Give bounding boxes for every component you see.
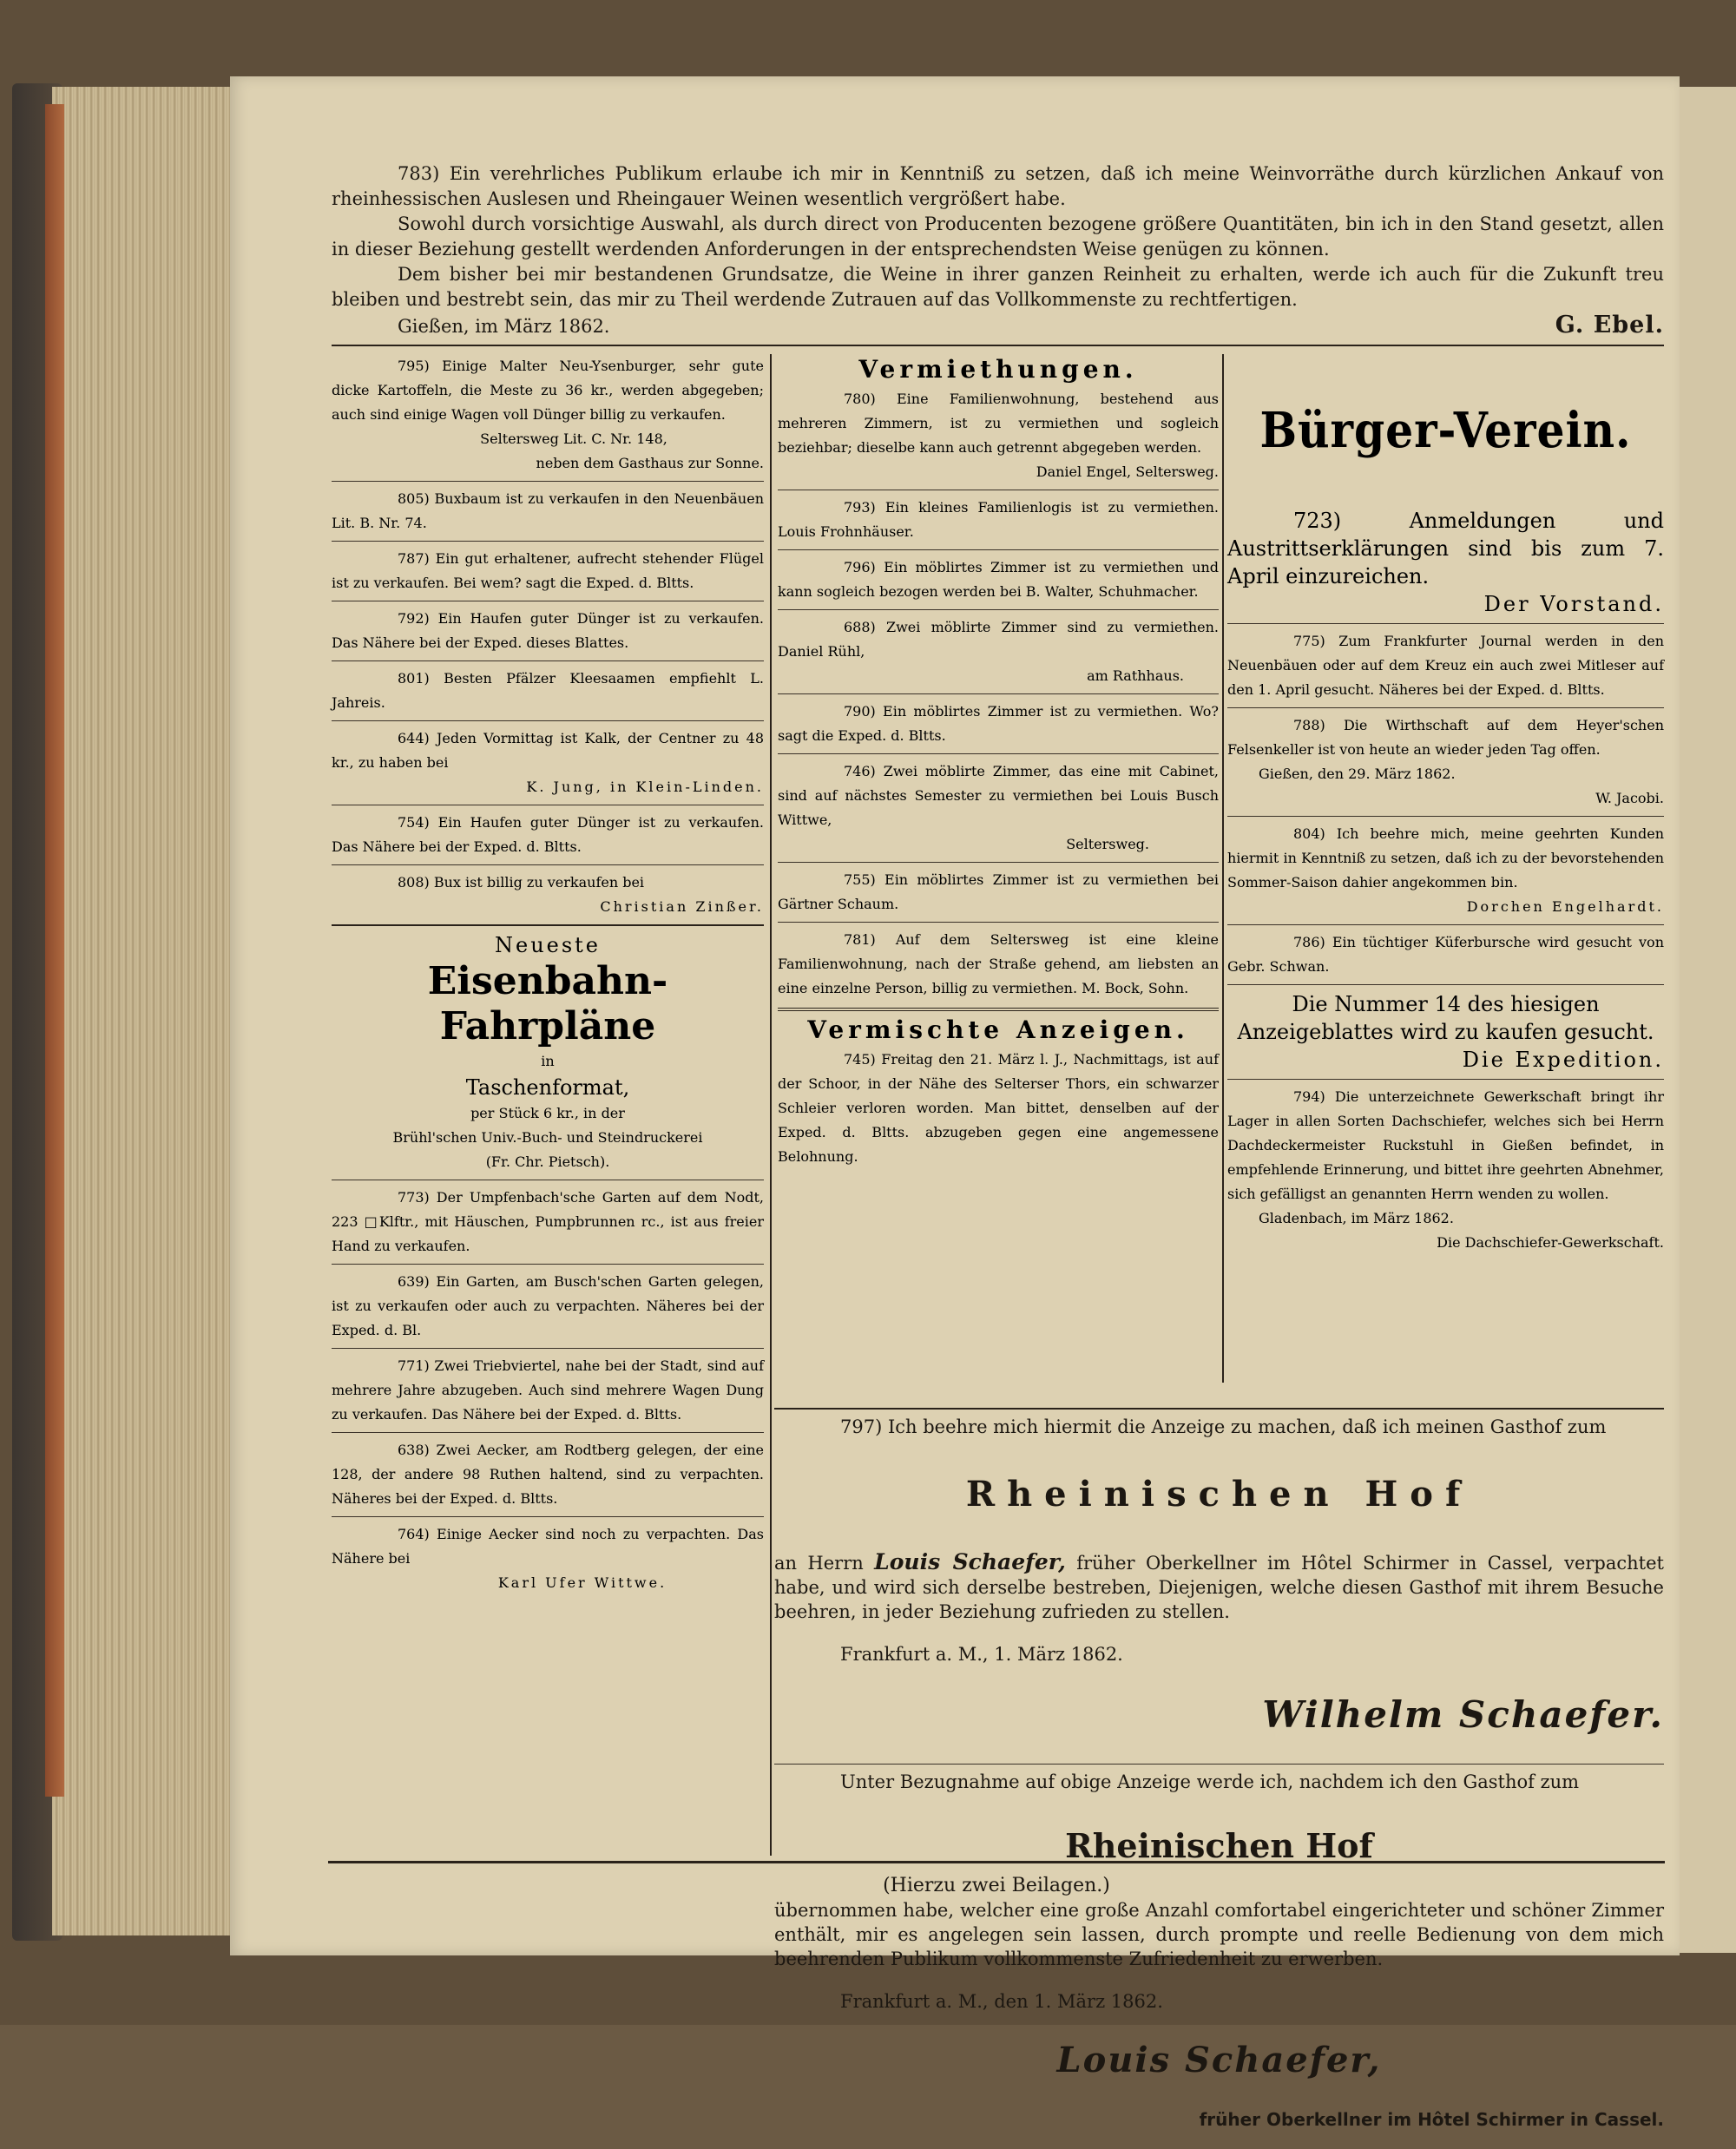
ad-797-rheinischer-hof: [774, 1408, 1664, 2149]
ad-746-text: 746) Zwei möblirte Zimmer, das eine mit Cabinet, sind auf nächstes Semester zu vermiethen bei Louis Busch Wittwe,: [778, 763, 1219, 828]
notice-783-p1: 783) Ein verehrliches Publikum erlaube ich mir in Kenntniß zu setzen, daß ich meine Weinvorräthe durch kürzlichen Ankauf von rheinhessischen Auslesen und Rheingauer Weinen wesentlich vergrößert habe.: [332, 163, 1664, 209]
rail-line-4: Taschenformat,: [465, 1075, 630, 1100]
ad-764-signature: Karl Ufer Wittwe.: [497, 1574, 667, 1591]
ad-797b-signature-sub: früher Oberkellner im Hôtel Schirmer in Cassel.: [1199, 2109, 1664, 2130]
ad-805: [332, 487, 764, 536]
notice-783-p2: Sowohl durch vorsichtige Auswahl, als durch direct von Producenten bezogene größere Quantitäten, bin ich in den Stand gesetzt, allen in dieser Beziehung gestellt werdenden Anforderungen in der entsprechendsten Weise genügen zu können.: [332, 214, 1664, 260]
ad-723: [1227, 507, 1664, 618]
ad-688-signature: am Rathhaus.: [1087, 667, 1184, 684]
ad-794-signature: Die Dachschiefer-Gewerkschaft.: [1437, 1234, 1664, 1251]
ad-754: [332, 811, 764, 859]
column-rule-2: [1222, 354, 1224, 1383]
rail-line-6: Brühl'schen Univ.-Buch- und Steindruckerei: [392, 1129, 703, 1146]
ad-788-signature: W. Jacobi.: [1595, 790, 1664, 806]
ad-801: [332, 667, 764, 715]
ad-781: [778, 928, 1219, 1001]
notice-783-date: Gießen, im März 1862.: [398, 316, 610, 337]
ad-644-signature: K. Jung, in Klein-Linden.: [526, 779, 764, 795]
rail-line-3: in: [541, 1053, 555, 1069]
ad-804-signature: Dorchen Engelhardt.: [1466, 898, 1664, 915]
heading-vermiethungen: Vermiethungen.: [858, 355, 1138, 384]
ad-797b-date: Frankfurt a. M., den 1. März 1862.: [840, 1991, 1163, 2012]
column-3: [1227, 354, 1664, 1259]
ad-638: [332, 1438, 764, 1511]
ad-792: [332, 607, 764, 655]
ad-786: [1227, 930, 1664, 979]
ad-787-text: 787) Ein gut erhaltener, aufrecht stehender Flügel ist zu verkaufen. Bei wem? sagt die Exped. d. Bltts.: [332, 550, 764, 591]
ad-795: [332, 354, 764, 476]
ad-775: [1227, 629, 1664, 702]
ad-793-text: 793) Ein kleines Familienlogis ist zu vermiethen. Louis Frohnhäuser.: [778, 499, 1219, 540]
ad-638-text: 638) Zwei Aecker, am Rodtberg gelegen, der eine 128, der andere 98 Ruthen haltend, sind zu verpachten. Näheres bei der Exped. d. Bltts.: [332, 1442, 764, 1507]
ad-746-signature: Seltersweg.: [1066, 836, 1149, 852]
buerger-verein-title: Bürger-Verein.: [1259, 402, 1632, 459]
ad-797-date: Frankfurt a. M., 1. März 1862.: [840, 1644, 1123, 1665]
ad-723-signature: Der Vorstand.: [1483, 592, 1664, 616]
ad-797-to: an Herrn: [774, 1553, 864, 1574]
ad-801-text: 801) Besten Pfälzer Kleesaamen empfiehlt L. Jahreis.: [332, 670, 764, 711]
ad-755: [778, 868, 1219, 917]
ad-797-intro: 797) Ich beehre mich hiermit die Anzeige zu machen, daß ich meinen Gasthof zum: [840, 1416, 1607, 1437]
ad-764: [332, 1522, 764, 1595]
ad-639: [332, 1270, 764, 1343]
ad-771: [332, 1354, 764, 1427]
ad-808-signature: Christian Zinßer.: [600, 898, 764, 915]
ad-723-text: 723) Anmeldungen und Austrittserklärungen sind bis zum 7. April einzureichen.: [1227, 509, 1664, 588]
ad-795-address2: neben dem Gasthaus zur Sonne.: [536, 455, 764, 471]
ad-797b-intro: Unter Bezugnahme auf obige Anzeige werde ich, nachdem ich den Gasthof zum: [840, 1771, 1580, 1792]
ad-804-text: 804) Ich beehre mich, meine geehrten Kunden hiermit in Kenntniß zu setzen, daß ich zu der bevorstehenden Sommer-Saison dahier angekommen bin.: [1227, 825, 1664, 890]
ad-786-text: 786) Ein tüchtiger Küferbursche wird gesucht von Gebr. Schwan.: [1227, 934, 1664, 975]
ad-795-text: 795) Einige Malter Neu-Ysenburger, sehr gute dicke Kartoffeln, die Meste zu 36 kr., werden abgegeben; auch sind einige Wagen voll Dünger billig zu verkaufen.: [332, 358, 764, 423]
top-notice: [332, 161, 1664, 352]
ad-787: [332, 547, 764, 595]
ad-771-text: 771) Zwei Triebviertel, nahe bei der Stadt, sind auf mehrere Jahre abzugeben. Auch sind mehrere Wagen Dung zu verkaufen. Das Nähere bei der Exped. d. Bltts.: [332, 1357, 764, 1423]
rail-line-7: (Fr. Chr. Pietsch).: [485, 1153, 610, 1170]
notice-783-p3: Dem bisher bei mir bestandenen Grundsatze, die Weine in ihrer ganzen Reinheit zu erhalten, werde ich auch für die Zukunft treu bleiben und bestrebt sein, das mir zu Theil werdende Zutrauen auf das Vollkommenste zu rechtfertigen.: [332, 264, 1664, 310]
ad-793: [778, 496, 1219, 544]
ad-775-text: 775) Zum Frankfurter Journal werden in den Neuenbäuen oder auf dem Kreuz ein auch zwei Mitleser auf den 1. April gesucht. Näheres bei der Exped. d. Bltts.: [1227, 633, 1664, 698]
heading-vermischte-anzeigen: Vermischte Anzeigen.: [807, 1015, 1189, 1044]
ad-688: [778, 615, 1219, 688]
ad-nummer-14-signature: Die Expedition.: [1462, 1048, 1664, 1072]
column-rule-1: [770, 354, 772, 1856]
ad-794-text: 794) Die unterzeichnete Gewerkschaft bringt ihr Lager in allen Sorten Dachschiefer, welches sich bei Herrn Dachdeckermeister Ruckstuhl in Gießen befindet, in empfehlende Erinnerung, und bittet ihre geehrten Abnehmer, sich gefälligst an genannten Herrn wenden zu wollen.: [1227, 1088, 1664, 1202]
ad-797b-signature: Louis Schaefer,: [1056, 2040, 1382, 2080]
rail-line-1: Neueste: [494, 933, 602, 957]
ad-764-text: 764) Einige Aecker sind noch zu verpachten. Das Nähere bei: [332, 1526, 764, 1567]
ad-808-text: 808) Bux ist billig zu verkaufen bei: [398, 874, 645, 890]
rail-title: Eisenbahn-Fahrpläne: [427, 959, 668, 1048]
ad-railway-timetables: [332, 931, 764, 1174]
ad-773-text: 773) Der Umpfenbach'sche Garten auf dem Nodt, 223 □Klftr., mit Häuschen, Pumpbrunnen rc., ist aus freier Hand zu verkaufen.: [332, 1189, 764, 1254]
ad-nummer-14: [1227, 990, 1664, 1074]
ad-nummer-14-text: Die Nummer 14 des hiesigen Anzeigeblattes wird zu kaufen gesucht.: [1237, 992, 1654, 1044]
ad-780-text: 780) Eine Familienwohnung, bestehend aus mehreren Zimmern, ist zu vermiethen und sogleich beziehbar; dieselbe kann auch getrennt abgegeben werden.: [778, 391, 1219, 456]
ad-790: [778, 700, 1219, 748]
ad-745: [778, 1048, 1219, 1169]
ad-746: [778, 759, 1219, 857]
ad-797-rest: früher Oberkellner im Hôtel Schirmer in Cassel, verpachtet habe, und wird sich derselbe bestreben, Diejenigen, welche diesen Gasthof mit ihrem Besuche beehren, in jeder Beziehung zufrieden zu stellen.: [774, 1553, 1664, 1622]
ad-754-text: 754) Ein Haufen guter Dünger ist zu verkaufen. Das Nähere bei der Exped. d. Bltts.: [332, 814, 764, 855]
ad-780: [778, 387, 1219, 484]
page-edges-marbled: [45, 104, 64, 1797]
ad-794-date: Gladenbach, im März 1862.: [1259, 1210, 1454, 1226]
ad-780-signature: Daniel Engel, Seltersweg.: [1036, 463, 1219, 480]
ad-805-text: 805) Buxbaum ist zu verkaufen in den Neuenbäuen Lit. B. Nr. 74.: [332, 490, 764, 531]
footer-rule: [328, 1861, 1665, 1863]
column-2: [778, 354, 1219, 1173]
ad-688-text: 688) Zwei möblirte Zimmer sind zu vermiethen. Daniel Rühl,: [778, 619, 1219, 660]
ad-797b-gasthof-name: Rheinischen Hof: [1065, 1826, 1373, 1865]
ad-794: [1227, 1085, 1664, 1255]
ad-790-text: 790) Ein möblirtes Zimmer ist zu vermiethen. Wo? sagt die Exped. d. Bltts.: [778, 703, 1219, 744]
adjacent-page-fragment: [1680, 87, 1736, 1953]
ad-644: [332, 726, 764, 799]
ad-788: [1227, 713, 1664, 811]
ad-755-text: 755) Ein möblirtes Zimmer ist zu vermiethen bei Gärtner Schaum.: [778, 871, 1219, 912]
ad-644-text: 644) Jeden Vormittag ist Kalk, der Centner zu 48 kr., zu haben bei: [332, 730, 764, 771]
ad-788-text: 788) Die Wirthschaft auf dem Heyer'schen Felsenkeller ist von heute an wieder jeden Tag offen.: [1227, 717, 1664, 758]
ad-745-text: 745) Freitag den 21. März l. J., Nachmittags, ist auf der Schoor, in der Nähe des Selterser Thors, ein schwarzer Schleier verloren worden. Man bittet, denselben auf der Exped. d. Bltts. abzugeben gegen eine angemessene Belohnung.: [778, 1051, 1219, 1165]
notice-783-signature: G. Ebel.: [1555, 312, 1664, 338]
ad-781-text: 781) Auf dem Seltersweg ist eine kleine Familienwohnung, nach der Straße gehend, am liebsten an eine einzelne Person, billig zu vermiethen. M. Bock, Sohn.: [778, 931, 1219, 996]
ad-797-signature: Wilhelm Schaefer.: [1262, 1693, 1664, 1736]
page-edges: [52, 87, 234, 1935]
ad-792-text: 792) Ein Haufen guter Dünger ist zu verkaufen. Das Nähere bei der Exped. dieses Blattes.: [332, 610, 764, 651]
ad-797b-rest: übernommen habe, welcher eine große Anzahl comfortabel eingerichteter und schöner Zimmer enthält, mir es angelegen sein lassen, durch prompte und reelle Bedienung von dem mich beehrenden Publikum vollkommenste Zufriedenheit zu erwerben.: [774, 1900, 1664, 1969]
column-1: [332, 354, 764, 1599]
ad-773: [332, 1186, 764, 1259]
ad-796-text: 796) Ein möblirtes Zimmer ist zu vermiethen und kann sogleich bezogen werden bei B. Walter, Schuhmacher.: [778, 559, 1219, 600]
ad-788-date: Gießen, den 29. März 1862.: [1259, 766, 1456, 782]
ad-804: [1227, 822, 1664, 919]
ad-797-name: Louis Schaefer,: [874, 1549, 1066, 1574]
ad-797-gasthof-name: Rheinischen Hof: [965, 1474, 1473, 1515]
ad-795-address: Seltersweg Lit. C. Nr. 148,: [480, 430, 667, 447]
ad-639-text: 639) Ein Garten, am Busch'schen Garten gelegen, ist zu verkaufen oder auch zu verpachten. Näheres bei der Exped. d. Bl.: [332, 1273, 764, 1338]
rail-line-5: per Stück 6 kr., in der: [470, 1105, 625, 1121]
ad-796: [778, 555, 1219, 604]
ad-808: [332, 871, 764, 919]
footer-note: (Hierzu zwei Beilagen.): [883, 1875, 1110, 1896]
